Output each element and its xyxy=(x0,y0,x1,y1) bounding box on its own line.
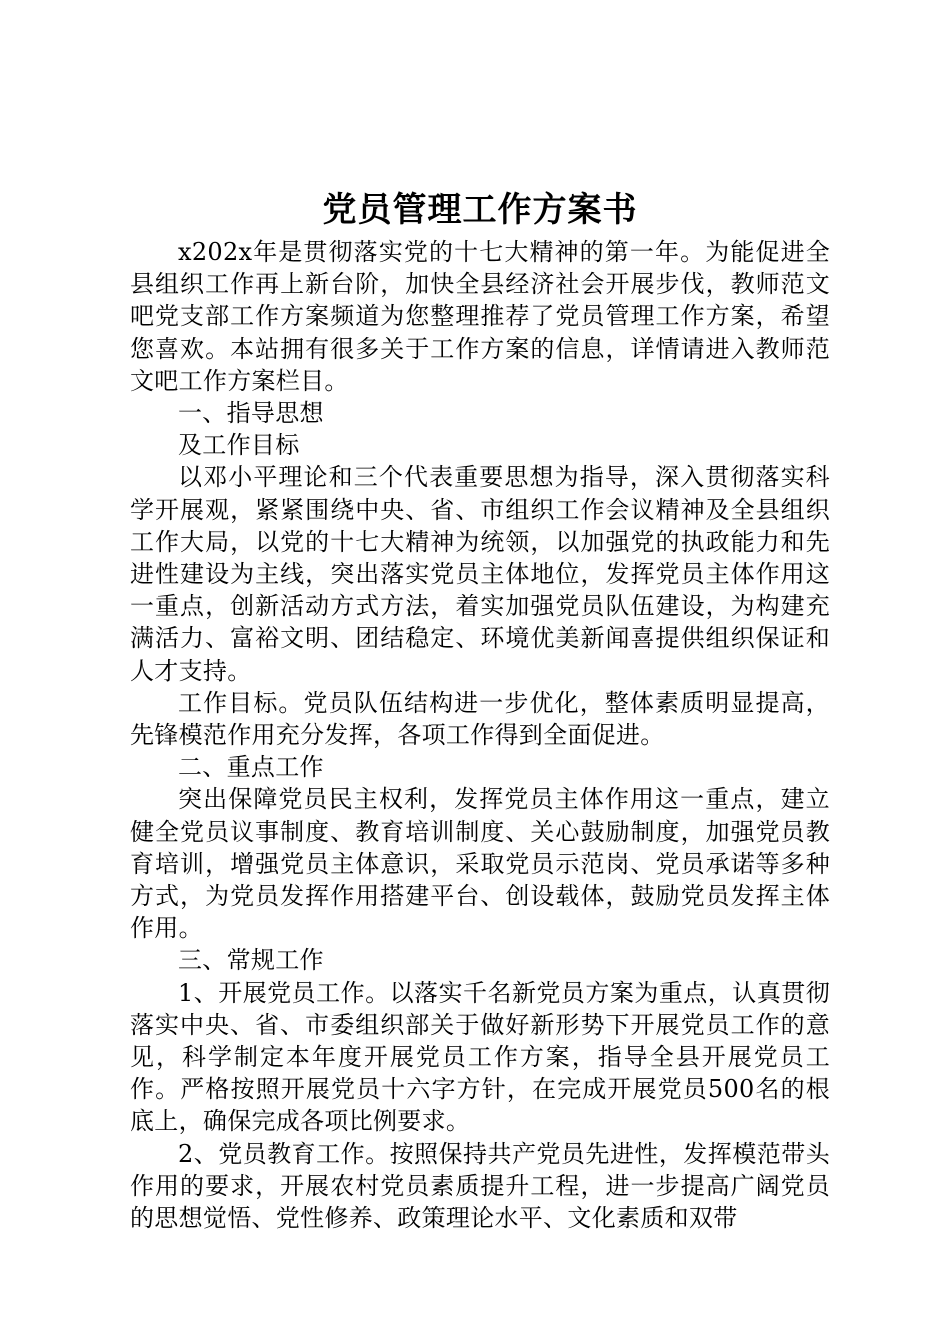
document-page xyxy=(130,188,830,1234)
key-work-paragraph: 突出保障党员民主权利，发挥党员主体作用这一重点，建立健全党员议事制度、教育培训制度、关心鼓励制度，加强党员教育培训，增强党员主体意识，采取党员示范岗、党员承诺等多种方式，为党员发挥作用搭建平台、创设载体，鼓励党员发挥主体作用。 xyxy=(130,785,830,943)
section-subheading-work-goals: 及工作目标 xyxy=(178,431,300,460)
section-heading-guiding-ideology: 一、指导思想 xyxy=(178,399,324,428)
guiding-ideology-paragraph: 以邓小平理论和三个代表重要思想为指导，深入贯彻落实科学开展观，紧紧围绕中央、省、市组织工作会议精神及全县组织工作大局，以党的十七大精神为统领，以加强党的执政能力和先进性建设为主线，突出落实党员主体地位，发挥党员主体作用这一重点，创新活动方式方法，着实加强党员队伍建设，为构建充满活力、富裕文明、团结稳定、环境优美新闻喜提供组织保证和人才支持。 xyxy=(130,463,830,685)
section-heading-key-work: 二、重点工作 xyxy=(178,753,324,782)
work-goals-paragraph: 工作目标。党员队伍结构进一步优化，整体素质明显提高，先锋模范作用充分发挥，各项工作得到全面促进。 xyxy=(130,688,830,750)
routine-work-item-1: 1、开展党员工作。以落实千名新党员方案为重点，认真贯彻落实中央、省、市委组织部关于做好新形势下开展党员工作的意见，科学制定本年度开展党员工作方案，指导全县开展党员工作。严格按照开展党员十六字方针，在完成开展党员500名的根底上，确保完成各项比例要求。 xyxy=(130,978,830,1136)
routine-work-item-2: 2、党员教育工作。按照保持共产党员先进性，发挥模范带头作用的要求，开展农村党员素质提升工程，进一步提高广阔党员的思想觉悟、党性修养、政策理论水平、文化素质和双带 xyxy=(130,1139,830,1233)
document-title: 党员管理工作方案书 xyxy=(322,190,638,230)
intro-paragraph: x202x年是贯彻落实党的十七大精神的第一年。为能促进全县组织工作再上新台阶，加快全县经济社会开展步伐，教师范文吧党支部工作方案频道为您整理推荐了党员管理工作方案，希望您喜欢。本站拥有很多关于工作方案的信息，详情请进入教师范文吧工作方案栏目。 xyxy=(130,238,830,395)
section-heading-routine-work: 三、常规工作 xyxy=(178,946,324,975)
